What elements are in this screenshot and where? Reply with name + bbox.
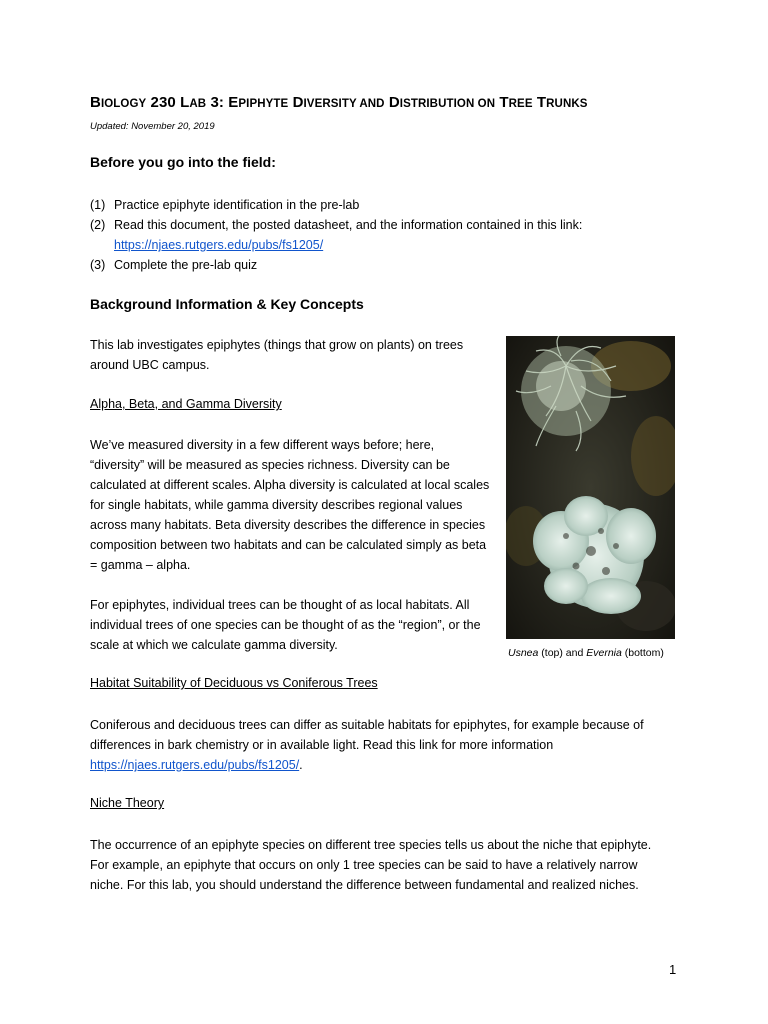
page-number: 1 bbox=[669, 962, 677, 977]
njaes-link[interactable]: https://njaes.rutgers.edu/pubs/fs1205/ bbox=[114, 238, 324, 252]
updated-date: Updated: November 20, 2019 bbox=[90, 121, 215, 132]
diversity-paragraph: We’ve measured diversity in a few different ways before; here, “diversity” will be measured as species richness. Diversity can be calculated at different scales. Alpha diversity is calculated at local scales for single habitats, while gamma diversity describes regional values across many habitats. Beta diversity describes the difference in species composition between two habitats and can be calculated simply as beta = gamma – alpha. bbox=[90, 438, 490, 572]
habitat-paragraph: Coniferous and deciduous trees can differ as suitable habitats for epiphytes, for example because of differences in bark chemistry or in available light. Read this link for more information https://njaes.rutgers.edu/pubs/fs1205/. bbox=[90, 718, 644, 772]
intro-paragraph: This lab investigates epiphytes (things that grow on plants) on trees around UBC campus. bbox=[90, 338, 464, 372]
epiphyte-habitat-paragraph: For epiphytes, individual trees can be thought of as local habitats. All individual trees of one species can be thought of as the “region”, or the scale at which we calculate gamma diversity. bbox=[90, 598, 481, 652]
photo-caption: Usnea (top) and Evernia (bottom) bbox=[508, 647, 664, 659]
prelab-list bbox=[90, 195, 650, 275]
list-item: (2) Read this document, the posted datasheet, and the information contained in this link: bbox=[90, 218, 583, 232]
before-field-heading: Before you go into the field: bbox=[90, 154, 276, 170]
list-item: (3) Complete the pre-lab quiz bbox=[90, 258, 258, 272]
alpha-beta-gamma-heading: Alpha, Beta, and Gamma Diversity bbox=[90, 397, 282, 411]
habitat-suitability-heading: Habitat Suitability of Deciduous vs Coniferous Trees bbox=[90, 676, 378, 690]
list-item: (1) Practice epiphyte identification in the pre-lab bbox=[90, 198, 360, 212]
document-title: BIOLOGY 230 LAB 3: EPIPHYTE DIVERSITY AND DISTRIBUTION ON TREE TRUNKS bbox=[90, 94, 588, 111]
niche-paragraph: The occurrence of an epiphyte species on different tree species tells us about the niche that epiphyte. For example, an epiphyte that occurs on only 1 tree species can be said to have a relatively narrow niche. For this lab, you should understand the difference between fundamental and realized niches. bbox=[90, 838, 652, 892]
niche-theory-heading: Niche Theory bbox=[90, 796, 165, 810]
lichen-photo bbox=[506, 336, 675, 639]
njaes-link[interactable]: https://njaes.rutgers.edu/pubs/fs1205/ bbox=[90, 758, 300, 772]
usnea-evernia-image bbox=[506, 336, 675, 639]
background-heading: Background Information & Key Concepts bbox=[90, 296, 364, 312]
